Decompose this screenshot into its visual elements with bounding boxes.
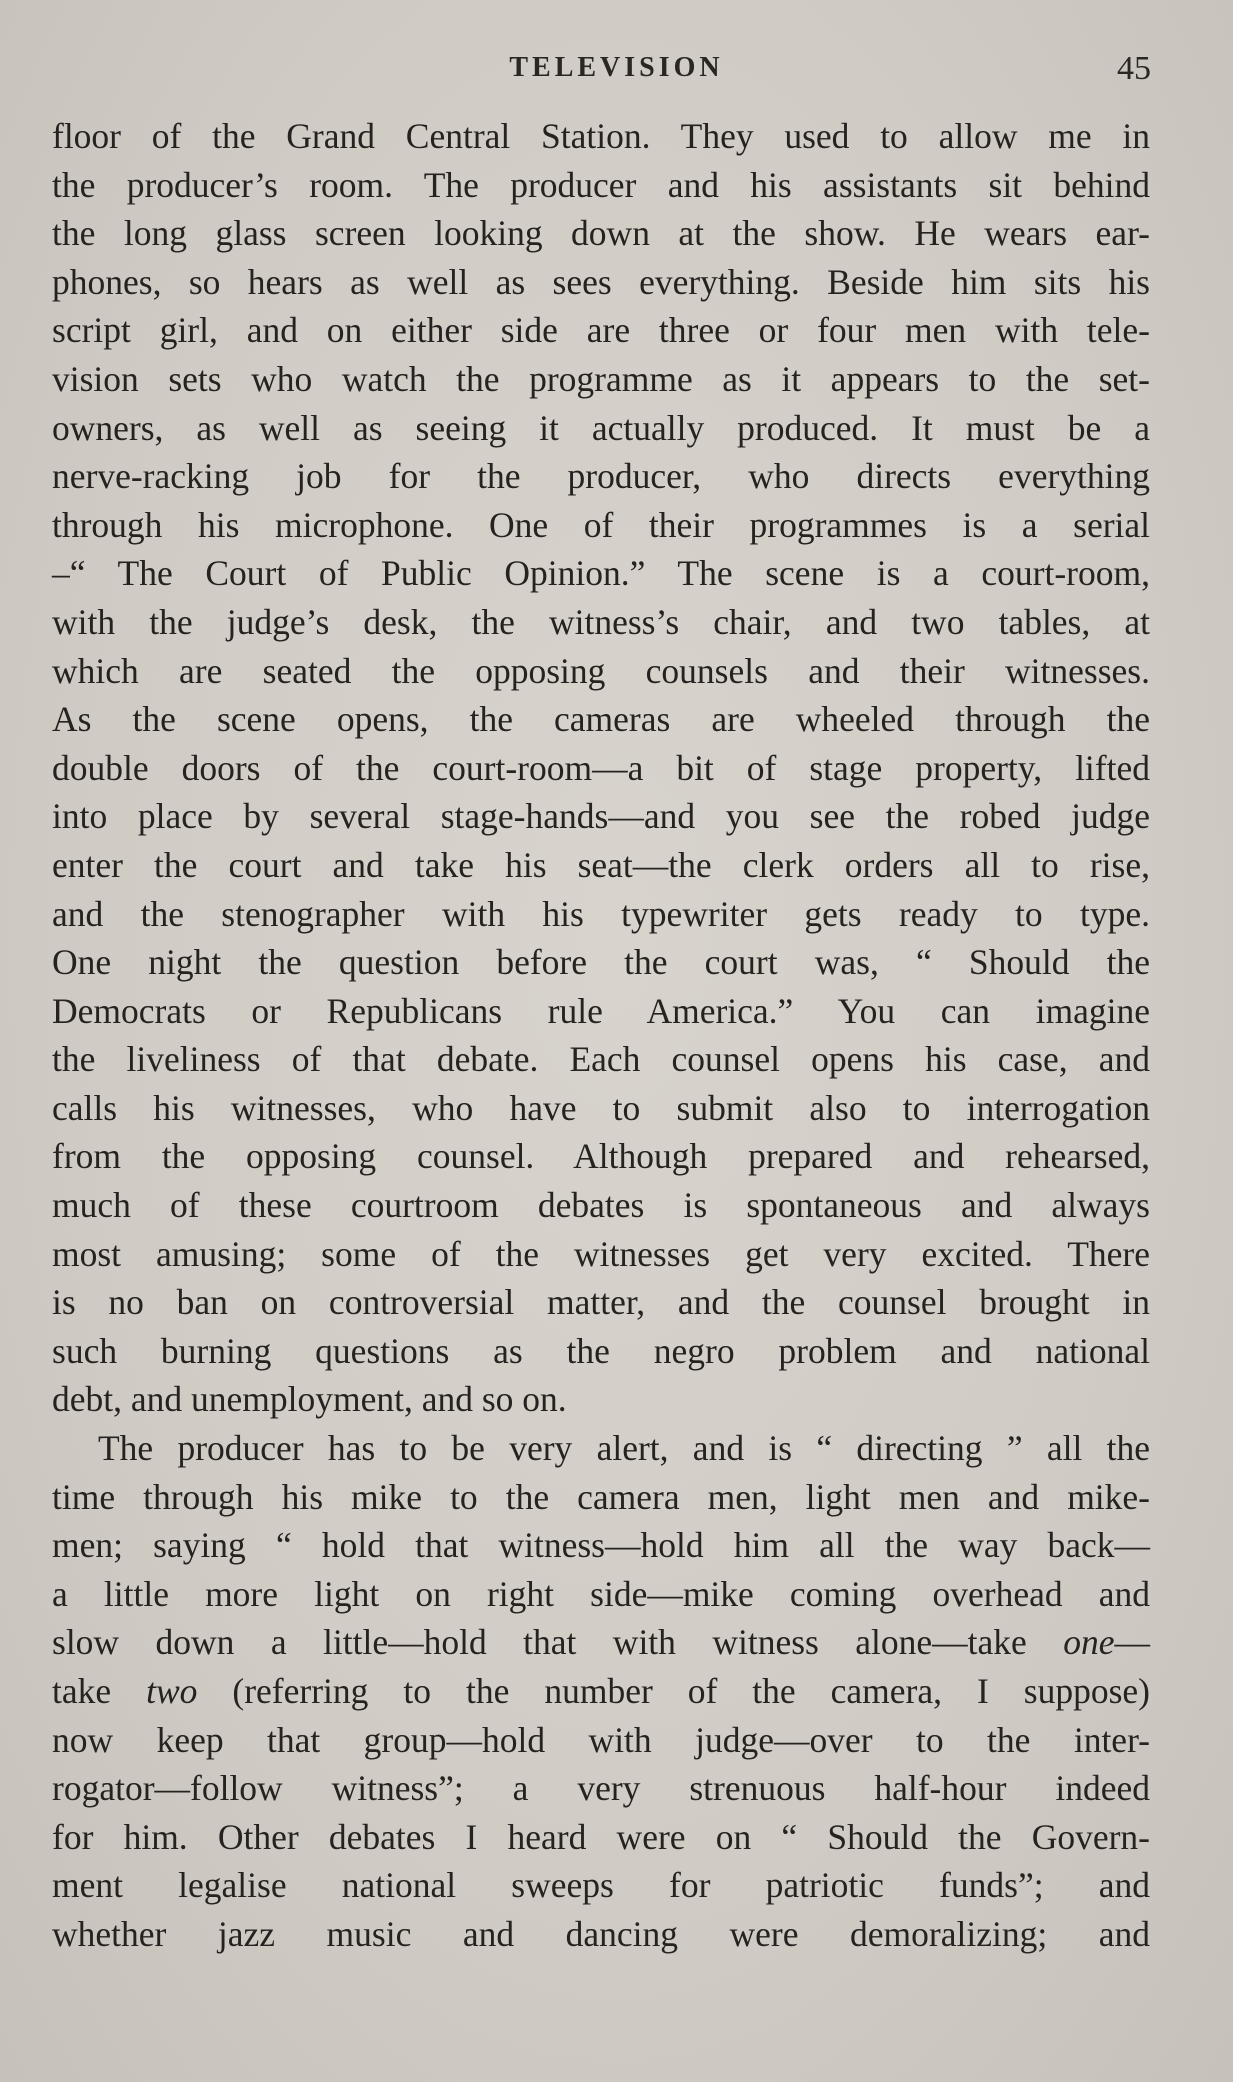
line-text: most amusing; some of the witnesses get very excited. There: [52, 1233, 1150, 1274]
line-text: which are seated the opposing counsels and their witnesses.: [52, 650, 1150, 691]
text-line: [52, 1667, 1150, 1716]
line-text: calls his witnesses, who have to submit also to interrogation: [52, 1087, 1150, 1128]
text-line: [52, 452, 1150, 501]
text-line: [52, 306, 1150, 355]
text-line: [52, 890, 1150, 939]
text-line: [52, 1035, 1150, 1084]
line-text: floor of the Grand Central Station. They used to allow me in: [52, 116, 1150, 156]
line-text: take: [52, 1671, 147, 1711]
text-line: [52, 1861, 1150, 1910]
line-text: The producer has to be very alert, and is “ directing ” all the: [98, 1428, 1150, 1469]
line-text: Democrats or Republicans rule America.” You can imagine: [52, 990, 1150, 1031]
line-text: –“ The Court of Public Opinion.” The scene is a court-room,: [52, 553, 1150, 594]
line-text: (referring to the number of the camera, I suppose): [197, 1671, 1150, 1711]
text-line: [52, 1230, 1150, 1279]
text-line: [52, 1570, 1150, 1619]
line-text: such burning questions as the negro problem and national: [52, 1330, 1150, 1371]
text-line: [52, 1375, 1150, 1424]
line-text: whether jazz music and dancing were demoralizing; and: [52, 1913, 1150, 1954]
line-text: for him. Other debates I heard were on “ Should the Govern-: [52, 1816, 1150, 1857]
line-text: a little more light on right side—mike coming overhead and: [52, 1573, 1150, 1614]
line-text: script girl, and on either side are three or four men with tele-: [52, 310, 1150, 351]
line-text: ment legalise national sweeps for patriotic funds”; and: [52, 1865, 1150, 1906]
text-line: [52, 209, 1150, 258]
text-line: [52, 1716, 1150, 1765]
body-text: [52, 112, 1150, 1959]
text-line: [52, 841, 1150, 890]
text-line: [52, 1278, 1150, 1327]
text-line: [52, 1181, 1150, 1230]
line-text: from the opposing counsel. Although prepared and rehearsed,: [52, 1136, 1150, 1177]
text-line: [52, 1521, 1150, 1570]
text-line: [52, 112, 1150, 161]
line-text: —: [1114, 1622, 1150, 1663]
line-text: owners, as well as seeing it actually produced. It must be a: [52, 407, 1150, 448]
line-text: debt, and unemployment, and so on.: [52, 1379, 567, 1420]
page-number: 45: [1117, 50, 1151, 87]
text-line: [52, 501, 1150, 550]
text-line: [52, 549, 1150, 598]
line-text: men; saying “ hold that witness—hold him all the way back—: [52, 1525, 1150, 1566]
text-line: [52, 355, 1150, 404]
text-line: [52, 1764, 1150, 1813]
text-line: [52, 695, 1150, 744]
running-head: [0, 52, 1233, 92]
line-text: is no ban on controversial matter, and the counsel brought in: [52, 1282, 1150, 1323]
line-text: the liveliness of that debate. Each counsel opens his case, and: [52, 1039, 1150, 1080]
text-line: [52, 744, 1150, 793]
italic-text: two: [146, 1671, 198, 1711]
line-text: now keep that group—hold with judge—over to the inter-: [52, 1719, 1150, 1760]
line-text: nerve-racking job for the producer, who directs everything: [52, 456, 1150, 497]
line-text: time through his mike to the camera men, light men and mike-: [52, 1476, 1150, 1517]
line-text: double doors of the court-room—a bit of stage property, lifted: [52, 747, 1150, 788]
line-text: As the scene opens, the cameras are wheeled through the: [52, 699, 1150, 740]
line-text: into place by several stage-hands—and you see the robed judge: [52, 796, 1150, 837]
text-line: [52, 161, 1150, 210]
text-line: [52, 1327, 1150, 1376]
paragraph: [52, 112, 1150, 1424]
italic-text: one: [1063, 1622, 1115, 1663]
line-text: vision sets who watch the programme as it appears to the set-: [52, 358, 1150, 399]
line-text: enter the court and take his seat—the clerk orders all to rise,: [52, 844, 1150, 885]
text-line: [52, 1813, 1150, 1862]
text-line: [52, 987, 1150, 1036]
line-text: the long glass screen looking down at the show. He wears ear-: [52, 213, 1150, 254]
text-line: [52, 647, 1150, 696]
line-text: much of these courtroom debates is spontaneous and always: [52, 1185, 1150, 1226]
line-text: phones, so hears as well as sees everything. Beside him sits his: [52, 261, 1150, 302]
text-line: [52, 938, 1150, 987]
text-line: [52, 404, 1150, 453]
text-line: [52, 598, 1150, 647]
line-text: the producer’s room. The producer and his assistants sit behind: [52, 164, 1150, 205]
line-text: and the stenographer with his typewriter gets ready to type.: [52, 893, 1150, 934]
text-line: [52, 1132, 1150, 1181]
line-text: with the judge’s desk, the witness’s chair, and two tables, at: [52, 601, 1150, 642]
line-text: slow down a little—hold that with witness alone—take: [52, 1622, 1064, 1663]
text-line: [52, 1424, 1150, 1473]
text-line: [52, 1473, 1150, 1522]
text-line: [52, 258, 1150, 307]
paragraph: [52, 1424, 1150, 1959]
text-line: [52, 792, 1150, 841]
line-text: rogator—follow witness”; a very strenuous half-hour indeed: [52, 1768, 1150, 1809]
text-line: [52, 1618, 1150, 1667]
running-title: TELEVISION: [509, 52, 724, 83]
text-line: [52, 1084, 1150, 1133]
line-text: through his microphone. One of their programmes is a serial: [52, 504, 1150, 545]
text-line: [52, 1910, 1150, 1959]
line-text: One night the question before the court was, “ Should the: [52, 942, 1150, 983]
